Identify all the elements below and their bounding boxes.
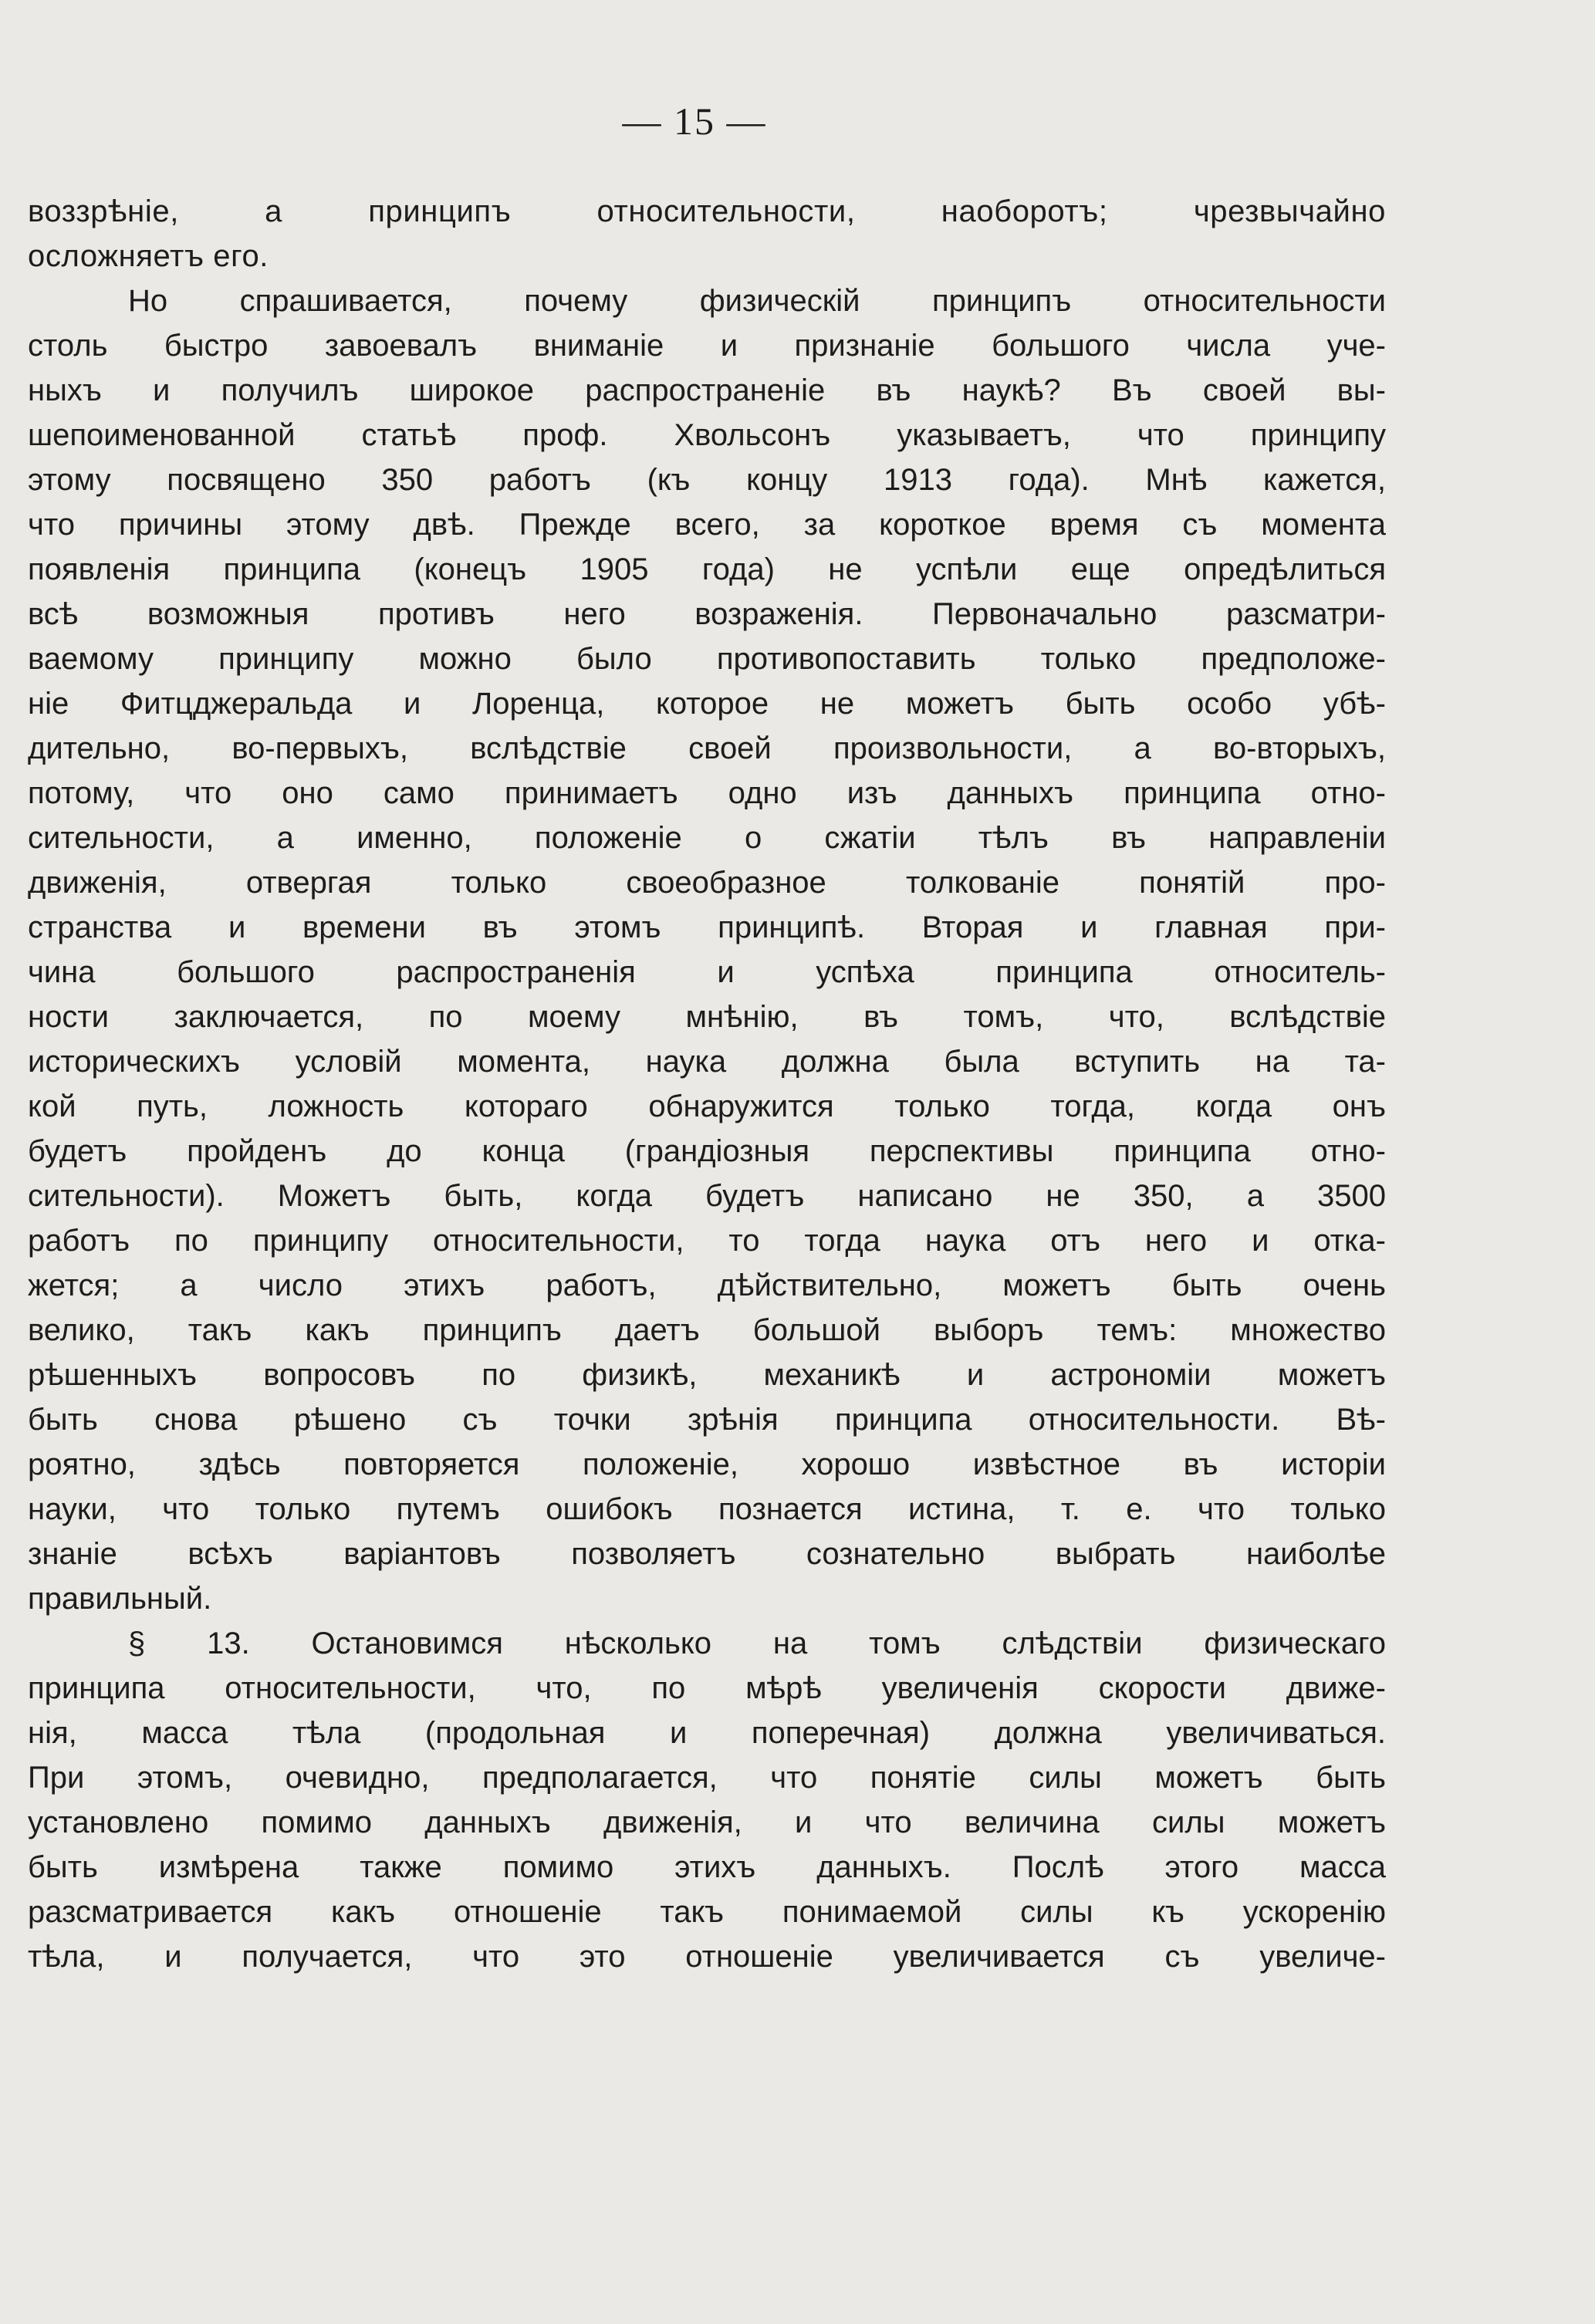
- body-text: [28, 189, 1386, 1979]
- text-line: велико, такъ какъ принципъ даетъ большой выборъ темъ: множество: [28, 1313, 1386, 1347]
- text-line: науки, что только путемъ ошибокъ познается истина, т. е. что только: [28, 1492, 1386, 1526]
- text-line: шепоименованной статьѣ проф. Хвольсонъ указываетъ, что принципу: [28, 418, 1386, 452]
- paragraph-2: [28, 279, 1386, 1621]
- text-line: разсматривается какъ отношеніе такъ понимаемой силы къ ускоренію: [28, 1895, 1386, 1929]
- text-line: ніе Фитцджеральда и Лоренца, которое не можетъ быть особо убѣ-: [28, 687, 1386, 721]
- text-line: что причины этому двѣ. Прежде всего, за короткое время съ момента: [28, 508, 1386, 542]
- text-line: § 13. Остановимся нѣсколько на томъ слѣдствіи физическаго: [128, 1626, 1386, 1660]
- text-line: будетъ пройденъ до конца (грандіозныя перспективы принципа отно-: [28, 1134, 1386, 1168]
- text-line: кой путь, ложность котораго обнаружится только тогда, когда онъ: [28, 1089, 1386, 1123]
- text-line: роятно, здѣсь повторяется положеніе, хорошо извѣстное въ исторіи: [28, 1447, 1386, 1481]
- text-line: странства и времени въ этомъ принципѣ. Вторая и главная при-: [28, 910, 1386, 944]
- text-line: правильный.: [28, 1582, 212, 1616]
- text-line: воззрѣніе, а принципъ относительности, наоборотъ; чрезвычайно: [28, 194, 1386, 228]
- text-line: установлено помимо данныхъ движенія, и что величина силы можетъ: [28, 1805, 1386, 1839]
- text-line: сительности). Можетъ быть, когда будетъ написано не 350, а 3500: [28, 1179, 1386, 1213]
- page-number: — 15 —: [622, 100, 767, 143]
- text-line: потому, что оно само принимаетъ одно изъ данныхъ принципа отно-: [28, 776, 1386, 810]
- text-line: нія, масса тѣла (продольная и поперечная) должна увеличиваться.: [28, 1716, 1386, 1750]
- text-line: движенія, отвергая только своеобразное толкованіе понятій про-: [28, 866, 1386, 900]
- text-line: ности заключается, по моему мнѣнію, въ томъ, что, вслѣдствіе: [28, 1000, 1386, 1034]
- text-line: всѣ возможныя противъ него возраженія. Первоначально разсматри-: [28, 597, 1386, 631]
- text-line: работъ по принципу относительности, то тогда наука отъ него и отка-: [28, 1224, 1386, 1258]
- text-line: ваемому принципу можно было противопоставить только предположе-: [28, 642, 1386, 676]
- text-line: тѣла, и получается, что это отношеніе увеличивается съ увеличе-: [28, 1940, 1386, 1974]
- text-line: сительности, а именно, положеніе о сжатіи тѣлъ въ направленіи: [28, 821, 1386, 855]
- text-line: жется; а число этихъ работъ, дѣйствительно, можетъ быть очень: [28, 1268, 1386, 1302]
- text-line: Но спрашивается, почему физическій принципъ относительности: [128, 284, 1386, 318]
- text-line: осложняетъ его.: [28, 239, 269, 273]
- text-line: При этомъ, очевидно, предполагается, что понятіе силы можетъ быть: [28, 1761, 1386, 1795]
- text-line: быть снова рѣшено съ точки зрѣнія принципа относительности. Вѣ-: [28, 1403, 1386, 1437]
- text-line: историческихъ условій момента, наука должна была вступить на та-: [28, 1045, 1386, 1079]
- text-line: чина большого распространенія и успѣха принципа относитель-: [28, 955, 1386, 989]
- paragraph-3: [28, 1621, 1386, 1979]
- text-line: быть измѣрена также помимо этихъ данныхъ. Послѣ этого масса: [28, 1850, 1386, 1884]
- text-line: появленія принципа (конецъ 1905 года) не успѣли еще опредѣлиться: [28, 552, 1386, 586]
- text-line: ныхъ и получилъ широкое распространеніе въ наукѣ? Въ своей вы-: [28, 373, 1386, 407]
- text-line: столь быстро завоевалъ вниманіе и признаніе большого числа уче-: [28, 329, 1386, 363]
- text-line: принципа относительности, что, по мѣрѣ увеличенія скорости движе-: [28, 1671, 1386, 1705]
- text-line: рѣшенныхъ вопросовъ по физикѣ, механикѣ и астрономіи можетъ: [28, 1358, 1386, 1392]
- text-line: дительно, во-первыхъ, вслѣдствіе своей произвольности, а во-вторыхъ,: [28, 731, 1386, 765]
- paragraph-1: [28, 189, 1386, 279]
- text-line: этому посвящено 350 работъ (къ концу 1913 года). Мнѣ кажется,: [28, 463, 1386, 497]
- text-line: знаніе всѣхъ варіантовъ позволяетъ сознательно выбрать наиболѣе: [28, 1537, 1386, 1571]
